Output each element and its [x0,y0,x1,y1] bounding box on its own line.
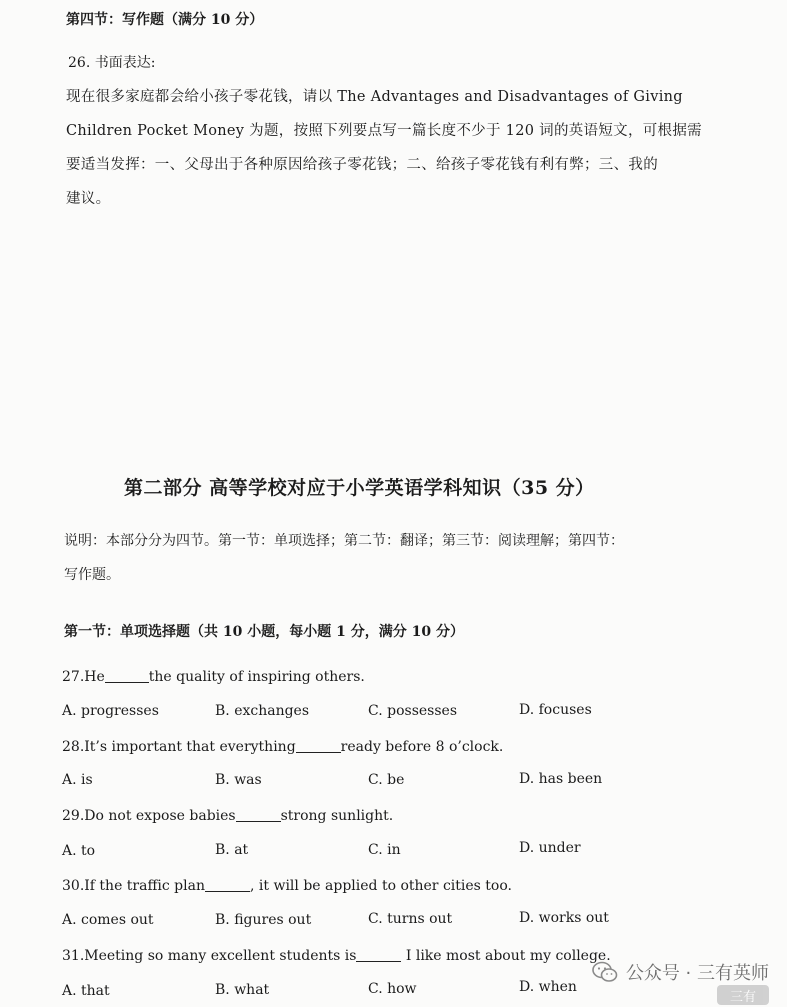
q28-option-c: C. be [368,772,405,788]
q31-option-a: A. that [62,983,110,999]
q30-option-c: C. turns out [368,911,453,927]
question-stem-before: 29.Do not expose babies [62,808,236,824]
q29-option-a: A. to [62,843,96,859]
answer-blank [105,668,149,683]
question-27 [62,668,365,685]
q28-option-d: D. has been [519,771,603,787]
watermark [592,959,769,985]
q31-option-c: C. how [368,981,417,997]
question-stem-after: , it will be applied to other cities too. [250,878,512,894]
answer-blank [205,877,250,892]
q28-option-a: A. is [62,772,93,788]
question-stem-before: 30.If the traffic plan [62,878,205,894]
q31-option-d: D. when [519,979,577,995]
question-stem-after: I like most about my college. [401,948,611,964]
section4-heading: 第四节：写作题（满分 10 分） [66,12,264,28]
q30-option-a: A. comes out [62,912,154,928]
watermark-stamp: 三有 [717,985,769,1005]
q31-option-b: B. what [215,982,270,998]
question-28 [62,738,503,755]
q29-option-b: B. at [215,842,249,858]
q26-line-2: Children Pocket Money 为题，按照下列要点写一篇长度不少于 120 词的英语短文，可根据需 [66,123,702,139]
question-stem-before: 27.He [62,669,105,685]
part2-note-line-2: 写作题。 [64,567,120,583]
question-30 [62,877,512,894]
answer-blank [296,738,341,753]
q27-option-b: B. exchanges [215,703,310,719]
wechat-logo-icon [592,961,618,983]
q27-option-c: C. possesses [368,703,457,719]
question-stem-after: ready before 8 o’clock. [340,739,504,755]
question-stem-before: 28.It’s important that everything [62,739,296,755]
question-stem-before: 31.Meeting so many excellent students is [62,948,357,964]
question-29 [62,807,393,824]
question-stem-after: strong sunlight. [280,808,394,824]
part2-title: 第二部分 高等学校对应于小学英语学科知识（35 分） [124,477,595,499]
q29-option-d: D. under [519,840,581,856]
q26-line-3: 要适当发挥：一、父母出于各种原因给孩子零花钱；二、给孩子零花钱有利有弊；三、我的 [66,157,658,173]
q30-option-b: B. figures out [215,912,312,928]
answer-blank [236,807,281,822]
q30-option-d: D. works out [519,910,609,926]
question-stem-after: the quality of inspiring others. [148,669,365,685]
q27-option-a: A. progresses [62,703,159,719]
part2-note-line-1: 说明：本部分分为四节。第一节：单项选择；第二节：翻译；第三节：阅读理解；第四节： [64,533,624,549]
q26-line-4: 建议。 [66,191,111,207]
section1-heading: 第一节：单项选择题（共 10 小题，每小题 1 分，满分 10 分） [64,624,464,640]
question-31 [62,947,611,964]
q26-line-1: 现在很多家庭都会给小孩子零花钱，请以 The Advantages and Disadvantages of Giving [66,89,683,105]
q28-option-b: B. was [215,772,262,788]
watermark-text: 公众号 · 三有英师 [625,963,769,984]
answer-blank [356,947,401,962]
q27-option-d: D. focuses [519,702,592,718]
q29-option-c: C. in [368,842,401,858]
question-26-label: 26. 书面表达: [68,55,156,71]
